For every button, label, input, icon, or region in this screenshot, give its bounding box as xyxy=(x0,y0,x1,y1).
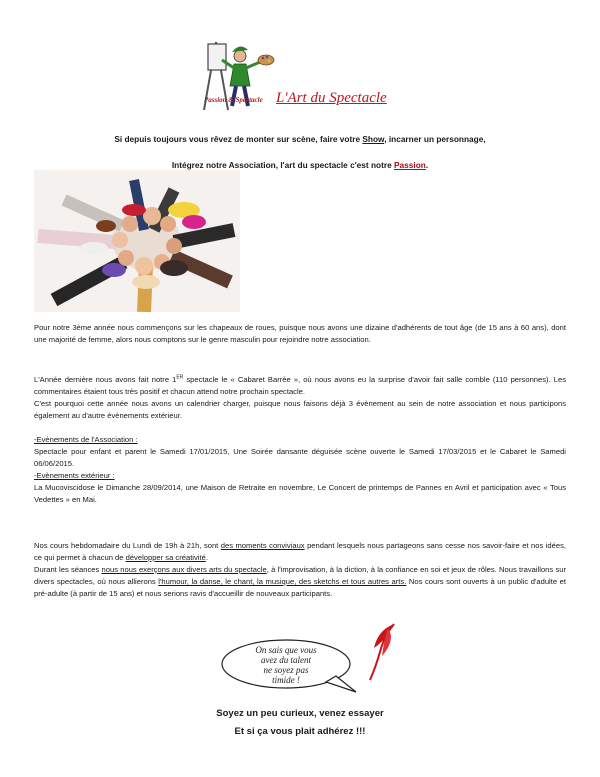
intro-text: . xyxy=(425,160,429,170)
p4-text: Nos cours sont ouverts à un public d'adulte et pré-adulte (à partir de 15 ans) et nous serions ravis d'accueillir de nouveaux participants. xyxy=(34,577,566,598)
events-external-heading: -Evènements extérieur : xyxy=(34,471,115,480)
bubble-text xyxy=(238,645,334,685)
events-association-heading: -Evènements de l'Association : xyxy=(34,435,138,444)
paragraph-intro: Pour notre 3ème année nous commençons sur les chapeaux de roues, puisque nous avons une dizaine d'adhérents de tout âge (de 15 ans à 60 ans), dont une majorité de femme, alors nous comptons sur le genre masculin pour rejoindre notre association. xyxy=(34,323,566,344)
p4-underline: nous nous exerçons aux divers arts du spectacle xyxy=(101,565,267,574)
paragraph-courses xyxy=(34,540,566,600)
quill-pen-icon xyxy=(364,622,398,682)
events-external-body: La Mucoviscidose le Dimanche 28/09/2014, une Maison de Retraite en novembre, Le Concert de printemps de Pannes en Avril et participation avec « Tous Vedettes » en Mai. xyxy=(34,483,566,504)
logo-text: Passion & Spectacle xyxy=(204,96,263,104)
p4-text: . xyxy=(205,553,208,562)
p4-underline: l'humour, la danse, le chant, la musique, des sketchs et tous autres arts. xyxy=(158,577,407,586)
outro-line-2: Et si ça vous plait adhérez !!! xyxy=(234,726,366,737)
intro-passion: Passion xyxy=(394,160,426,170)
page-title: L'Art du Spectacle xyxy=(276,90,387,106)
group-photo xyxy=(34,170,240,312)
intro-text: Si depuis toujours vous rêvez de monter sur scène, faire votre xyxy=(114,134,363,144)
bubble-line: On sais que vous xyxy=(255,645,317,655)
p2-text: spectacle le « Cabaret Barrée », où nous avons eu la surprise d'avoir fait salle comble (110 personnes). Les commentaires étaient tous très positif et chacun attend notre prochain spectacle. xyxy=(34,375,567,396)
bubble-line: avez du talent xyxy=(261,655,311,665)
intro-line-1 xyxy=(30,134,570,144)
p4-underline: développer sa créativité xyxy=(125,553,206,562)
intro-show: Show xyxy=(362,134,385,144)
paragraph-last-year xyxy=(34,374,566,422)
intro-text: Intégrez notre Association, l'art du spectacle c'est notre xyxy=(171,160,395,170)
paragraph-events xyxy=(34,434,566,506)
p4-text: , à l'improvisation, à la diction, à la confiance en soi et jeux de rôles. Nous travaillons sur divers spectacles, où nous allierons xyxy=(34,565,566,586)
p2-text: C'est pourquoi cette année nous avons un calendrier charger, puisque nous faisons déjà 3 évènement au sein de notre association et nous participons également au d'autre évènements extérieur. xyxy=(34,399,566,420)
p4-text: Nos cours hebdomadaire du Lundi de 19h à 21h, sont xyxy=(34,541,221,550)
p2-sup: ER xyxy=(176,374,184,381)
bubble-line: timide ! xyxy=(272,675,300,685)
p4-text: Durant les séances xyxy=(34,565,102,574)
intro-text: , incarner un personnage, xyxy=(384,134,486,144)
p4-text: pendant lesquels nous partageons sans cesse nos savoir-faire et nos idées, ce qui permet à chacun de xyxy=(34,541,566,562)
bubble-line: ne soyez pas xyxy=(263,665,309,675)
events-association-body: Spectacle pour enfant et parent le Samedi 17/01/2015, Une Soirée dansante déguisée scène ouverte le Samedi 17/03/2015 et le Cabaret le Samedi 06/06/2015. xyxy=(34,447,566,468)
p4-underline: des moments conviviaux xyxy=(220,541,305,550)
outro-line-1: Soyez un peu curieux, venez essayer xyxy=(216,708,384,719)
intro-line-2 xyxy=(30,160,570,170)
p2-text: L'Année dernière nous avons fait notre 1 xyxy=(34,375,177,384)
theatre-painter-icon xyxy=(196,36,288,116)
